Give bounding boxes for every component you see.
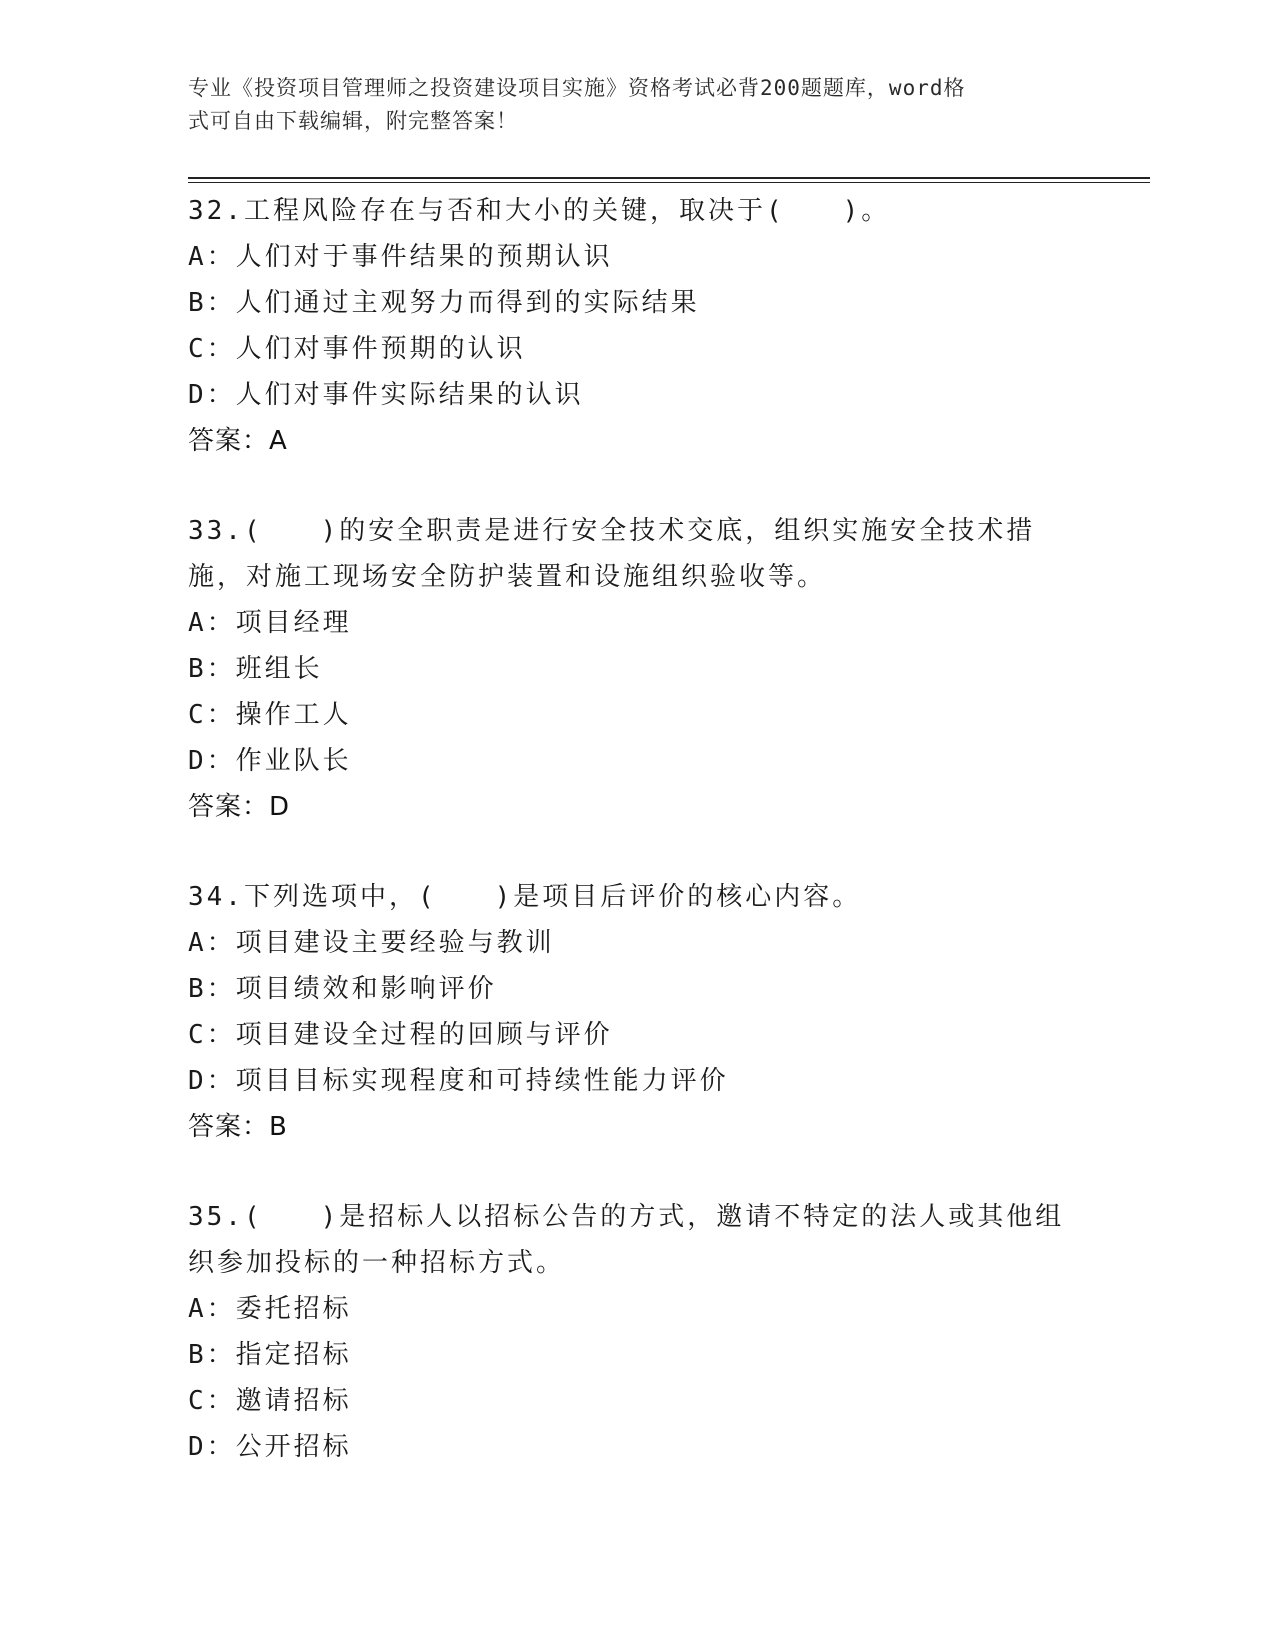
- question-32: [188, 188, 1088, 464]
- answer: 答案：D: [188, 792, 291, 822]
- option-b: B：指定招标: [188, 1340, 352, 1370]
- question-33: [188, 508, 1088, 830]
- option-a: A：项目经理: [188, 608, 352, 638]
- option-c: C：邀请招标: [188, 1386, 352, 1416]
- question-35: [188, 1194, 1088, 1470]
- question-stem: 35.( )是招标人以招标公告的方式，邀请不特定的法人或其他组织参加投标的一种招标方式。: [188, 1202, 1065, 1278]
- option-a: A：委托招标: [188, 1294, 352, 1324]
- option-b: B：项目绩效和影响评价: [188, 974, 497, 1004]
- option-a: A：人们对于事件结果的预期认识: [188, 242, 613, 272]
- header-line-1: 专业《投资项目管理师之投资建设项目实施》资格考试必背200题题库，word格: [188, 76, 966, 100]
- question-stem: 33.( )的安全职责是进行安全技术交底，组织实施安全技术措施，对施工现场安全防护装置和设施组织验收等。: [188, 516, 1036, 592]
- option-d: D：项目目标实现程度和可持续性能力评价: [188, 1066, 729, 1096]
- option-c: C：人们对事件预期的认识: [188, 334, 526, 364]
- option-c: C：项目建设全过程的回顾与评价: [188, 1020, 613, 1050]
- header-divider-thick: [188, 177, 1150, 179]
- question-stem: 34.下列选项中，( )是项目后评价的核心内容。: [188, 882, 862, 912]
- option-d: D：人们对事件实际结果的认识: [188, 380, 584, 410]
- answer: 答案：A: [188, 426, 288, 456]
- option-d: D：作业队长: [188, 746, 352, 776]
- question-stem: 32.工程风险存在与否和大小的关键，取决于( )。: [188, 196, 891, 226]
- answer: 答案：B: [188, 1112, 288, 1142]
- header-divider-thin: [188, 182, 1150, 183]
- option-b: B：班组长: [188, 654, 323, 684]
- option-c: C：操作工人: [188, 700, 352, 730]
- question-34: [188, 874, 1088, 1150]
- document-header: [188, 72, 1068, 138]
- header-line-2: 式可自由下载编辑，附完整答案！: [188, 109, 518, 133]
- option-b: B：人们通过主观努力而得到的实际结果: [188, 288, 700, 318]
- option-d: D：公开招标: [188, 1432, 352, 1462]
- option-a: A：项目建设主要经验与教训: [188, 928, 555, 958]
